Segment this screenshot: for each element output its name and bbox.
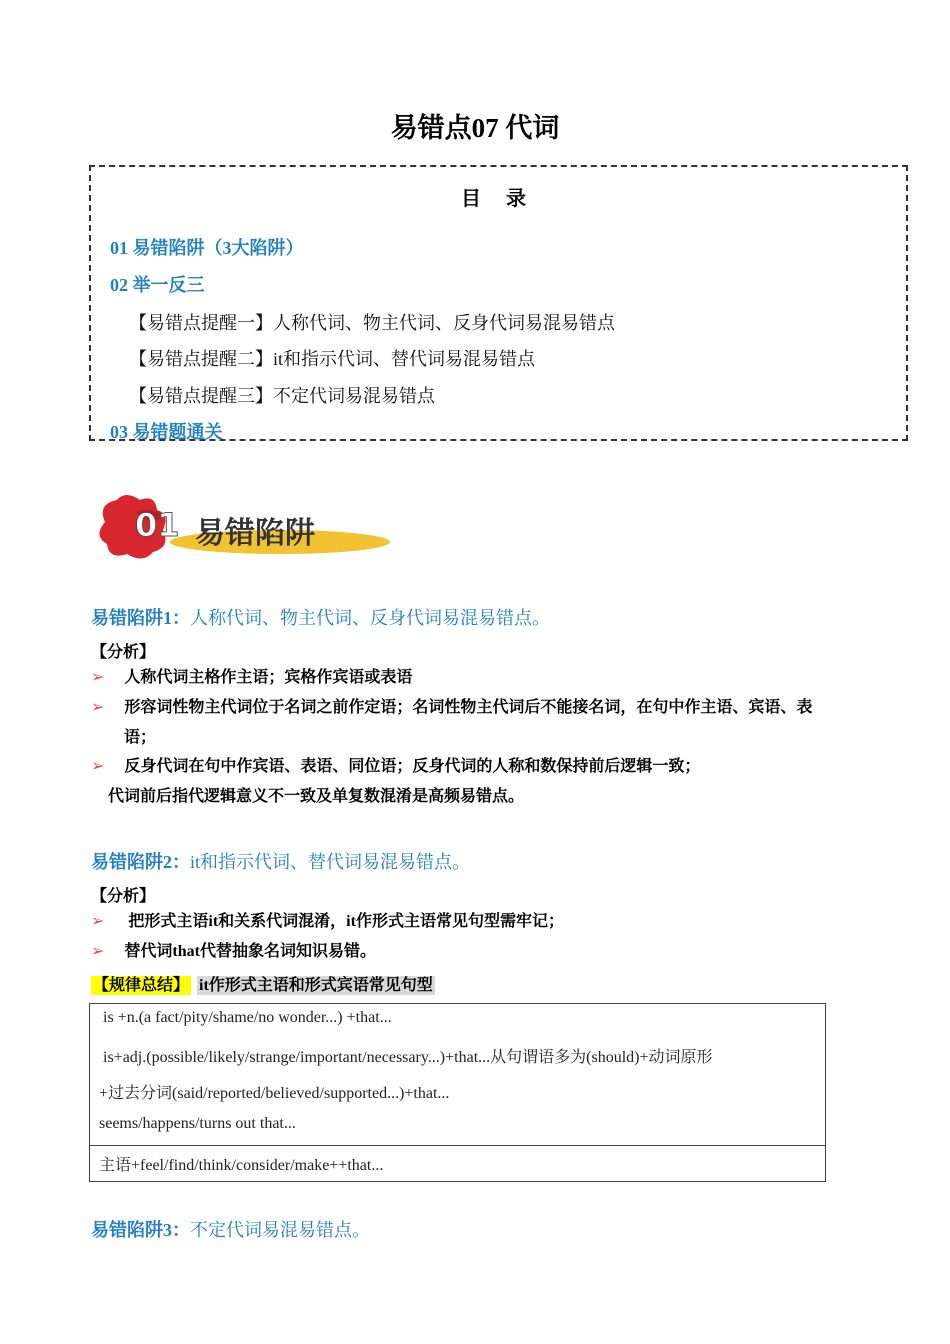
arrow-bullet-icon: ➢ — [91, 913, 105, 930]
trap2-text: it和指示代词、替代词易混易错点。 — [190, 852, 471, 872]
list-item — [91, 693, 812, 723]
toc-item-reminder-1[interactable]: 【易错点提醒一】人称代词、物主代词、反身代词易混易错点 — [129, 313, 615, 333]
trap2-bullet-2: 替代词that代替抽象名词知识易错。 — [124, 943, 376, 960]
trap3-text: 不定代词易混易错点。 — [190, 1220, 370, 1240]
table-row — [90, 1004, 825, 1146]
trap2-label: 易错陷阱2： — [91, 852, 190, 872]
pattern-table — [89, 1003, 826, 1182]
trap2-analysis: 【分析】 — [91, 888, 156, 905]
trap1-heading — [91, 604, 550, 630]
trap1-note: 代词前后指代逻辑意义不一致及单复数混淆是高频易错点。 — [108, 788, 525, 805]
rule-label: 【规律总结】 — [93, 977, 190, 994]
table-line-2: is+adj.(possible/likely/strange/important/necessary...)+that...从句谓语多为(should)+动词原形 — [103, 1049, 713, 1066]
rule-summary — [91, 972, 435, 995]
banner-title: 易错陷阱 — [195, 516, 315, 551]
table-line-3: +过去分词(said/reported/believed/supported...)+that... — [99, 1085, 450, 1102]
trap1-label: 易错陷阱1： — [91, 608, 190, 628]
trap1-bullet-1: 人称代词主格作主语；宾格作宾语或表语 — [124, 669, 413, 686]
trap1-bullet-2: 形容词性物主代词位于名词之前作定语；名词性物主代词后不能接名词，在句中作主语、宾语、表 — [124, 699, 813, 716]
arrow-bullet-icon: ➢ — [91, 758, 105, 775]
trap1-text: 人称代词、物主代词、反身代词易混易错点。 — [190, 608, 550, 628]
toc-item-trap[interactable]: 01 易错陷阱（3大陷阱） — [110, 238, 304, 258]
table-row — [90, 1146, 825, 1181]
banner-number: 01 — [135, 506, 180, 544]
toc-item-examples[interactable]: 02 举一反三 — [110, 275, 205, 295]
arrow-bullet-icon: ➢ — [91, 943, 105, 960]
trap3-label: 易错陷阱3： — [91, 1220, 190, 1240]
list-item — [91, 752, 700, 782]
table-line-5: 主语+feel/find/think/consider/make++that... — [99, 1157, 384, 1174]
trap2-bullet-1: 把形式主语it和关系代词混淆，it作形式主语常见句型需牢记； — [128, 913, 564, 930]
page-title: 易错点07 代词 — [390, 113, 560, 143]
section-banner — [95, 492, 395, 562]
toc-heading: 目 录 — [461, 188, 536, 210]
trap3-heading — [91, 1216, 370, 1242]
trap1-bullet-3: 反身代词在句中作宾语、表语、同位语；反身代词的人称和数保持前后逻辑一致； — [124, 758, 701, 775]
arrow-bullet-icon: ➢ — [91, 669, 105, 686]
list-item — [91, 937, 376, 967]
toc-item-reminder-3[interactable]: 【易错点提醒三】不定代词易混易错点 — [129, 386, 435, 406]
table-line-4: seems/happens/turns out that... — [99, 1115, 296, 1132]
trap2-heading — [91, 848, 470, 874]
list-item — [91, 907, 564, 937]
trap1-bullet-2-cont: 语； — [124, 729, 157, 746]
toc-item-reminder-2[interactable]: 【易错点提醒二】it和指示代词、替代词易混易错点 — [129, 349, 535, 369]
list-item — [91, 663, 412, 693]
arrow-bullet-icon: ➢ — [91, 699, 105, 716]
table-line-1: is +n.(a fact/pity/shame/no wonder...) +that... — [103, 1009, 392, 1026]
rule-text: it作形式主语和形式宾语常见句型 — [199, 977, 433, 994]
trap1-analysis: 【分析】 — [91, 644, 156, 661]
toc-item-practice[interactable]: 03 易错题通关 — [110, 422, 223, 442]
